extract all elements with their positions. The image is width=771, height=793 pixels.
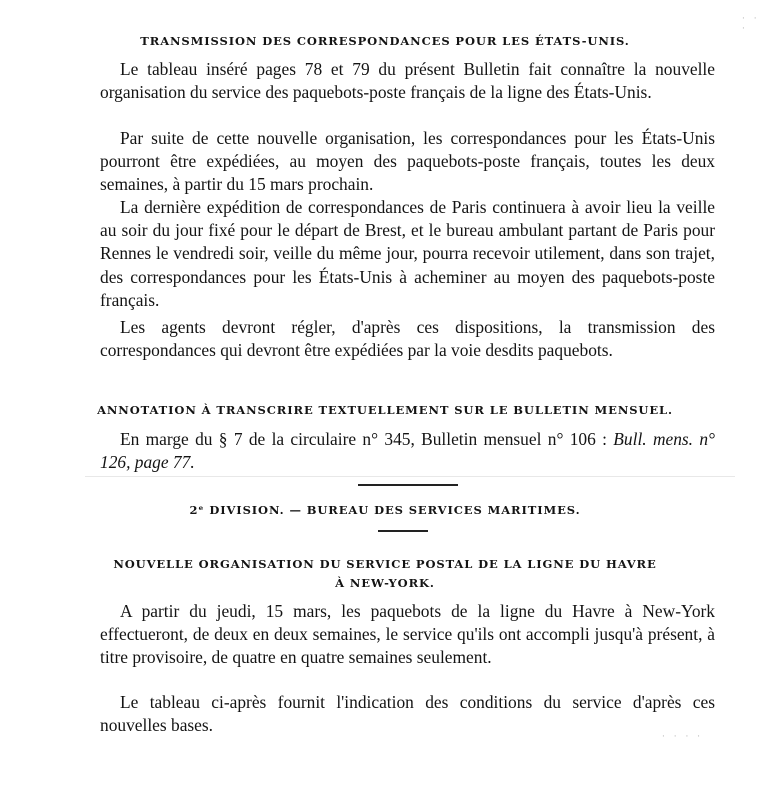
paragraph: A partir du jeudi, 15 mars, les paquebots de la ligne du Havre à New-York effectueront, de deux en deux semaines, le service qu'ils ont accompli jusqu'à présent, à titre provisoire, de quatre en quatre semaines seulement.	[100, 601, 715, 668]
section-heading-organisation: NOUVELLE ORGANISATION DU SERVICE POSTAL DE LA LIGNE DU HAVRE	[113, 557, 657, 571]
paragraph: Le tableau inséré pages 78 et 79 du présent Bulletin fait connaître la nouvelle organisation du service des paquebots-poste français de la ligne des États-Unis.	[100, 59, 715, 103]
paragraph: Le tableau ci-après fournit l'indication des conditions du service d'après ces nouvelles bases.	[100, 692, 715, 736]
annotation-text: En marge du § 7 de la circulaire n° 345, Bulletin mensuel n° 106 :	[120, 429, 607, 449]
section-heading-annotation: ANNOTATION À TRANSCRIRE TEXTUELLEMENT SUR LE BULLETIN MENSUEL.	[97, 403, 673, 417]
scan-specks: · · ·	[742, 14, 760, 34]
scan-specks: · · · ·	[662, 732, 704, 742]
section-heading-transmission: TRANSMISSION DES CORRESPONDANCES POUR LES ÉTATS-UNIS.	[140, 34, 630, 48]
separator-rule	[378, 530, 428, 532]
paragraph: Par suite de cette nouvelle organisation, les correspondances pour les États-Unis pourront être expédiées, au moyen des paquebots-poste français, toutes les deux semaines, à partir du 15 mars prochain.	[100, 128, 715, 195]
section-heading-organisation-line2: À NEW-YORK.	[335, 576, 435, 590]
annotation-paragraph	[100, 428, 715, 474]
paragraph: Les agents devront régler, d'après ces dispositions, la transmission des correspondances qui devront être expédiées par la voie desdits paquebots.	[100, 317, 715, 361]
paragraph: La dernière expédition de correspondances de Paris continuera à avoir lieu la veille au soir du jour fixé pour le départ de Brest, et le bureau ambulant partant de Paris pour Rennes le vendredi soir, veille du même jour, pourra recevoir utilement, dans son trajet, des correspondances pour les États-Unis à acheminer au moyen des paquebots-poste français.	[100, 197, 715, 310]
division-heading: 2ᵉ DIVISION. — BUREAU DES SERVICES MARITIMES.	[189, 503, 581, 517]
scan-shadow-line	[85, 476, 735, 477]
separator-rule	[358, 484, 458, 486]
annotation-reference: Bull. mens. n° 126, page 77.	[100, 429, 716, 473]
